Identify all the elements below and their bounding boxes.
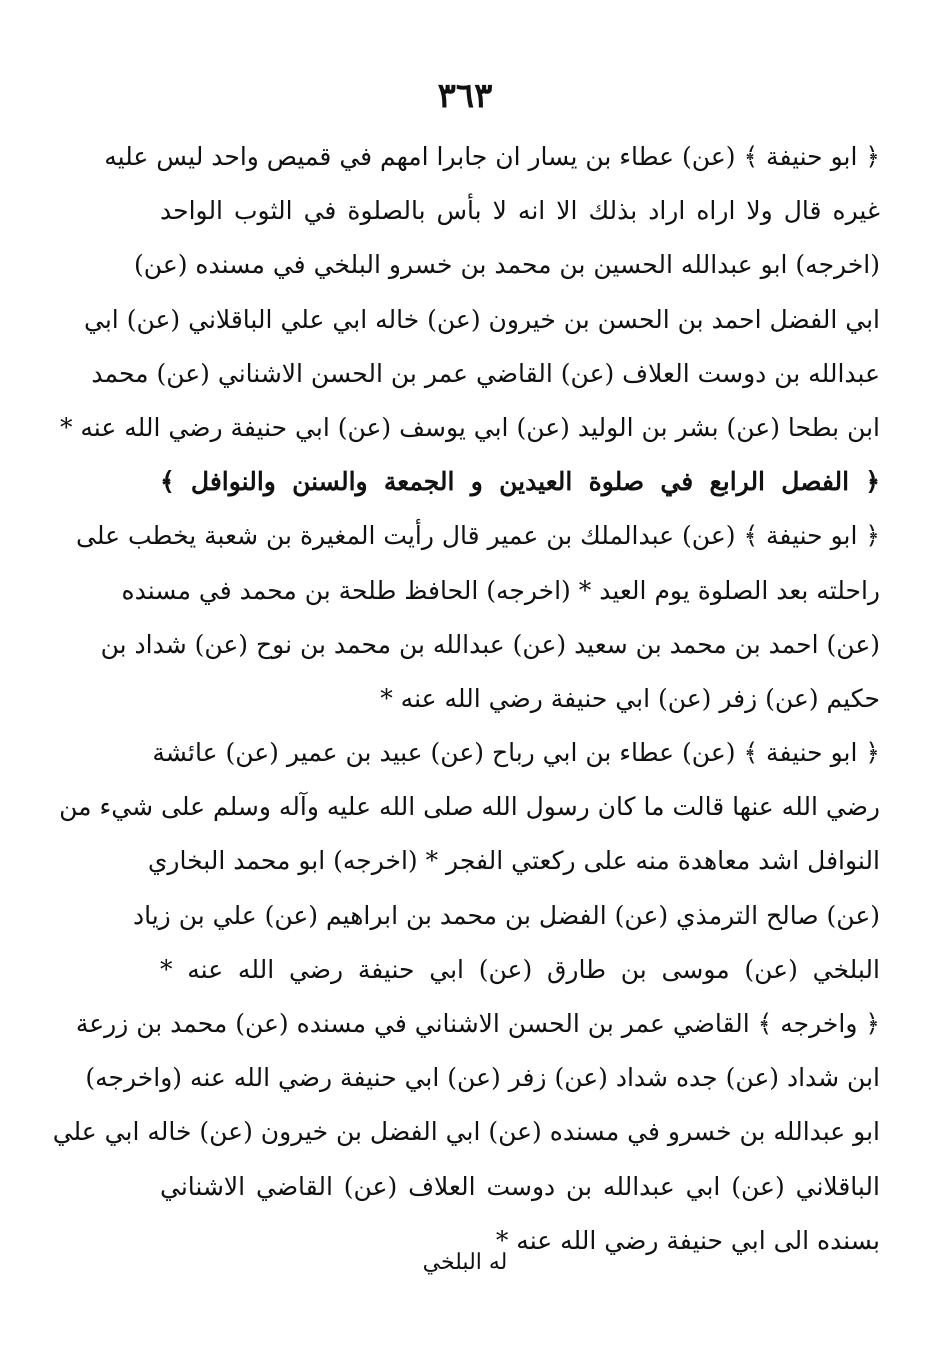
text-line-9: راحلته بعد الصلوة يوم العيد * (اخرجه) الحافظ طلحة بن محمد في مسنده xyxy=(121,575,880,605)
text-line-13: رضي الله عنها قالت ما كان رسول الله صلى الله عليه وآله وسلم على شيء من xyxy=(59,792,880,822)
text-line-14: النوافل اشد معاهدة منه على ركعتي الفجر * (اخرجه) ابو محمد البخاري xyxy=(147,846,880,876)
text-line-5: عبدالله بن دوست العلاف (عن) القاضي عمر بن الحسن الاشناني (عن) محمد xyxy=(91,358,880,388)
text-line-4: ابي الفضل احمد بن الحسن بن خيرون (عن) خاله ابي علي الباقلاني (عن) ابي xyxy=(84,304,880,334)
page-number: ٣٦٣ xyxy=(437,76,493,116)
text-line-17: ﴿ واخرجه ﴾ القاضي عمر بن الحسن الاشناني في مسنده (عن) محمد بن زرعة xyxy=(75,1009,880,1038)
text-line-21: بسنده الى ابي حنيفة رضي الله عنه * xyxy=(495,1225,880,1255)
body-text xyxy=(52,130,880,1268)
text-line-3: (اخرجه) ابو عبدالله الحسين بن محمد بن خسرو البلخي في مسنده (عن) xyxy=(134,250,880,280)
text-line-19: ابو عبدالله بن خسرو في مسنده (عن) ابي الفضل بن خيرون (عن) خاله ابي علي xyxy=(52,1117,880,1147)
text-line-20: الباقلاني (عن) ابي عبدالله بن دوست العلاف (عن) القاضي الاشناني xyxy=(160,1171,880,1201)
text-line-18: ابن شداد (عن) جده شداد (عن) زفر (عن) ابي حنيفة رضي الله عنه (واخرجه) xyxy=(85,1063,880,1093)
text-line-16: البلخي (عن) موسى بن طارق (عن) ابي حنيفة رضي الله عنه * xyxy=(160,954,880,984)
text-line-2: غيره قال ولا اراه اراد بذلك الا انه لا بأس بالصلوة في الثوب الواحد xyxy=(160,196,880,226)
text-line-6: ابن بطحا (عن) بشر بن الوليد (عن) ابي يوسف (عن) ابي حنيفة رضي الله عنه * xyxy=(59,412,880,442)
text-line-10: (عن) احمد بن محمد بن سعيد (عن) عبدالله بن محمد بن نوح (عن) شداد بن xyxy=(100,629,880,659)
text-line-15: (عن) صالح الترمذي (عن) الفضل بن محمد بن ابراهيم (عن) علي بن زياد xyxy=(132,900,880,930)
text-line-11: حكيم (عن) زفر (عن) ابي حنيفة رضي الله عنه * xyxy=(380,683,880,713)
section-heading: ﴿ الفصل الرابع في صلوة العيدين و الجمعة والسنن والنوافل ﴾ xyxy=(160,467,880,497)
text-line-8: ﴿ ابو حنيفة ﴾ (عن) عبدالملك بن عمير قال رأيت المغيرة بن شعبة يخطب على xyxy=(76,521,880,551)
text-line-1: ﴿ ابو حنيفة ﴾ (عن) عطاء بن يسار ان جابرا امهم في قميص واحد ليس عليه xyxy=(104,142,880,171)
footnote: له البلخي xyxy=(422,1250,508,1275)
text-line-12: ﴿ ابو حنيفة ﴾ (عن) عطاء بن ابي رباح (عن) عبيد بن عمير (عن) عائشة xyxy=(152,738,880,768)
